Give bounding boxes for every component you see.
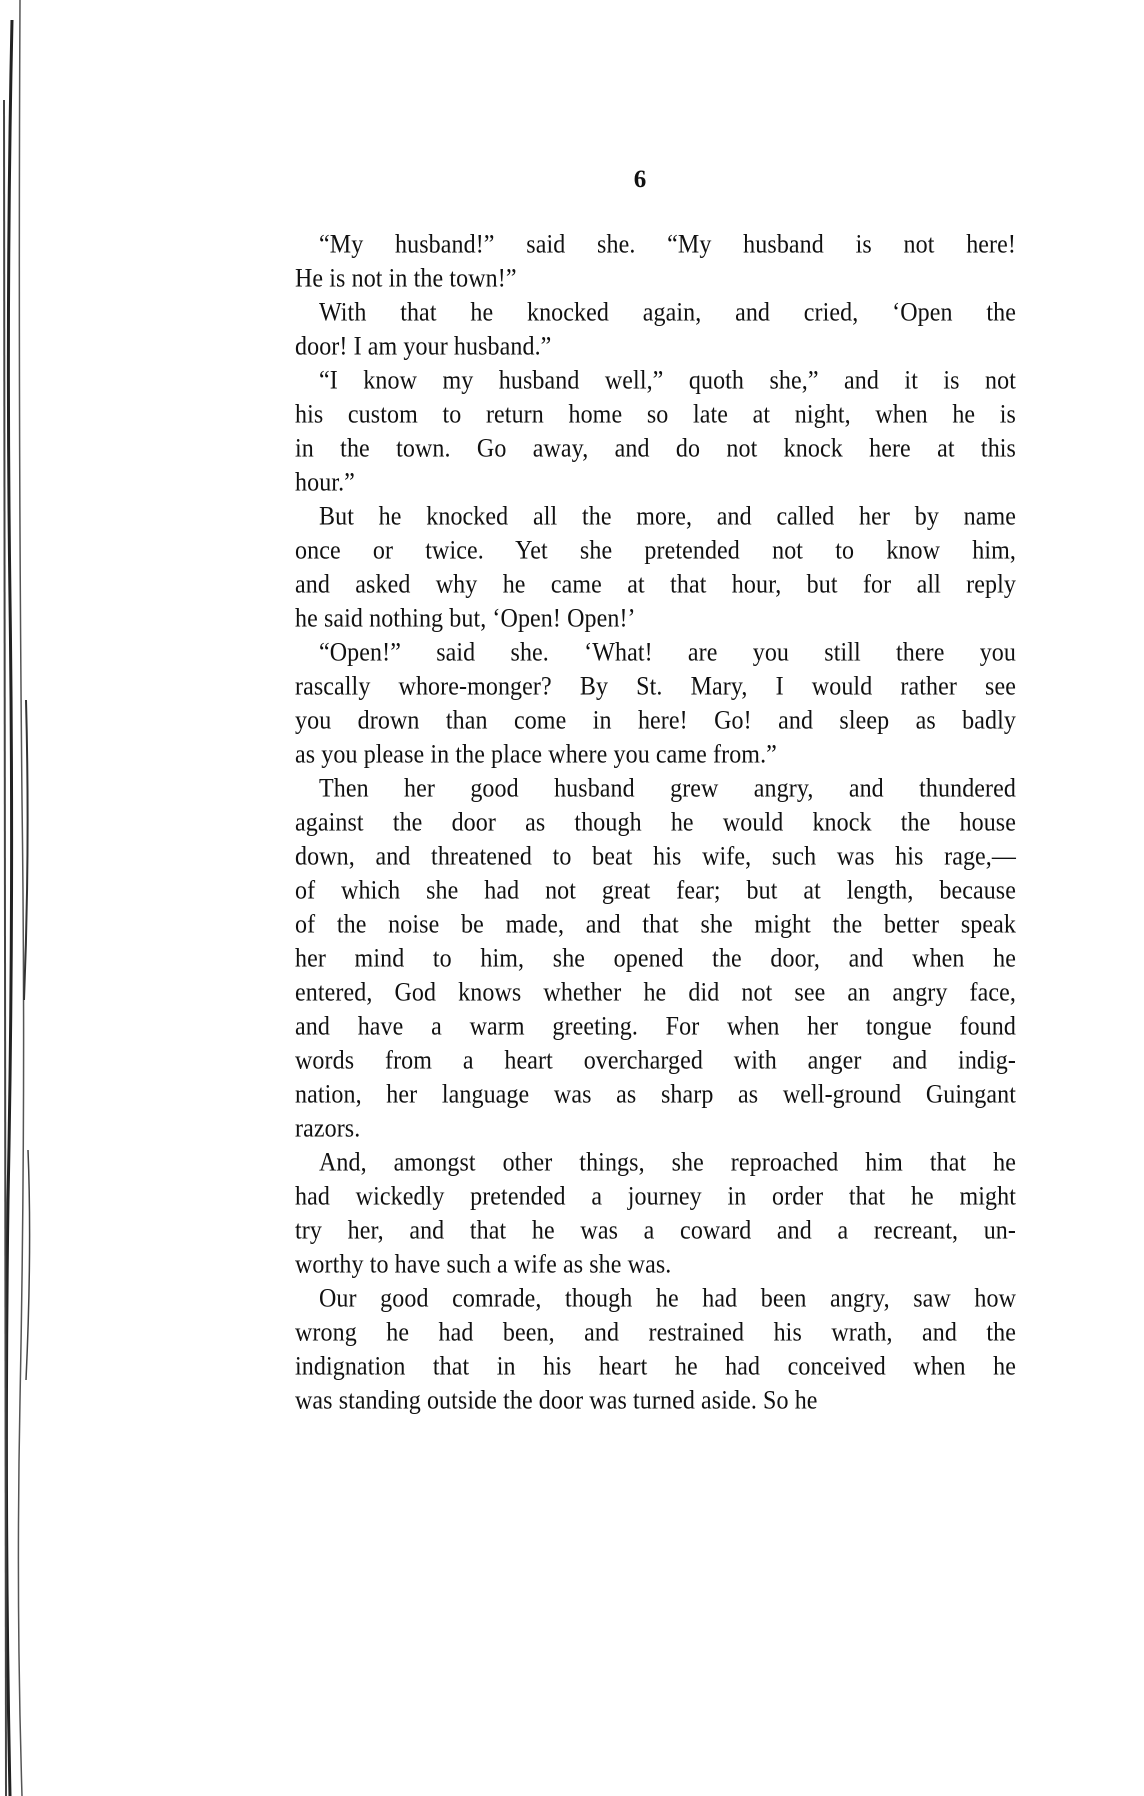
text-line: rascally whore-monger? By St. Mary, I would rather see [295, 672, 1016, 702]
text-line: try her, and that he was a coward and a recreant, un- [295, 1216, 1016, 1246]
book-binding-edge [0, 0, 40, 1796]
text-line: With that he knocked again, and cried, ‘Open the [319, 298, 1016, 328]
text-line: words from a heart overcharged with anger and indig- [295, 1046, 1016, 1076]
text-line: He is not in the town!” [295, 264, 517, 294]
text-line: wrong he had been, and restrained his wrath, and the [295, 1318, 1016, 1348]
paragraph [295, 772, 1016, 1146]
text-line: had wickedly pretended a journey in order that he might [295, 1182, 1016, 1212]
text-line: door! I am your husband.” [295, 332, 552, 362]
text-line: and have a warm greeting. For when her tongue found [295, 1012, 1016, 1042]
text-line: “My husband!” said she. “My husband is not here! [319, 230, 1016, 260]
text-line: his custom to return home so late at night, when he is [295, 400, 1016, 430]
page-number: 6 [633, 166, 647, 193]
text-line: “I know my husband well,” quoth she,” and it is not [319, 366, 1016, 396]
text-line: once or twice. Yet she pretended not to know him, [295, 536, 1016, 566]
text-line: and asked why he came at that hour, but for all reply [295, 570, 1016, 600]
paragraph [295, 296, 1016, 364]
text-line: was standing outside the door was turned aside. So he [295, 1386, 818, 1416]
paragraph [295, 1282, 1016, 1418]
paragraph [295, 500, 1016, 636]
text-line: razors. [295, 1114, 361, 1144]
text-line: he said nothing but, ‘Open! Open!’ [295, 604, 636, 634]
text-line: of the noise be made, and that she might the better speak [295, 910, 1016, 940]
text-line: Our good comrade, though he had been angry, saw how [319, 1284, 1016, 1314]
text-line: in the town. Go away, and do not knock here at this [295, 434, 1016, 464]
text-line: indignation that in his heart he had conceived when he [295, 1352, 1016, 1382]
text-line: you drown than come in here! Go! and sleep as badly [295, 706, 1016, 736]
paragraph [295, 1146, 1016, 1282]
body-text [295, 228, 1016, 1418]
text-line: nation, her language was as sharp as well-ground Guingant [295, 1080, 1016, 1110]
text-line: against the door as though he would knock the house [295, 808, 1016, 838]
text-line: Then her good husband grew angry, and thundered [319, 774, 1016, 804]
text-line: her mind to him, she opened the door, and when he [295, 944, 1016, 974]
paragraph [295, 364, 1016, 500]
text-line: hour.” [295, 468, 355, 498]
text-line: down, and threatened to beat his wife, such was his rage,— [295, 842, 1016, 872]
text-line: worthy to have such a wife as she was. [295, 1250, 672, 1280]
text-line: But he knocked all the more, and called her by name [319, 502, 1016, 532]
text-line: And, amongst other things, she reproached him that he [319, 1148, 1016, 1178]
paragraph [295, 636, 1016, 772]
text-line: “Open!” said she. ‘What! are you still there you [319, 638, 1016, 668]
text-line: as you please in the place where you came from.” [295, 740, 777, 770]
text-line: of which she had not great fear; but at length, because [295, 876, 1016, 906]
text-line: entered, God knows whether he did not see an angry face, [295, 978, 1016, 1008]
paragraph [295, 228, 1016, 296]
